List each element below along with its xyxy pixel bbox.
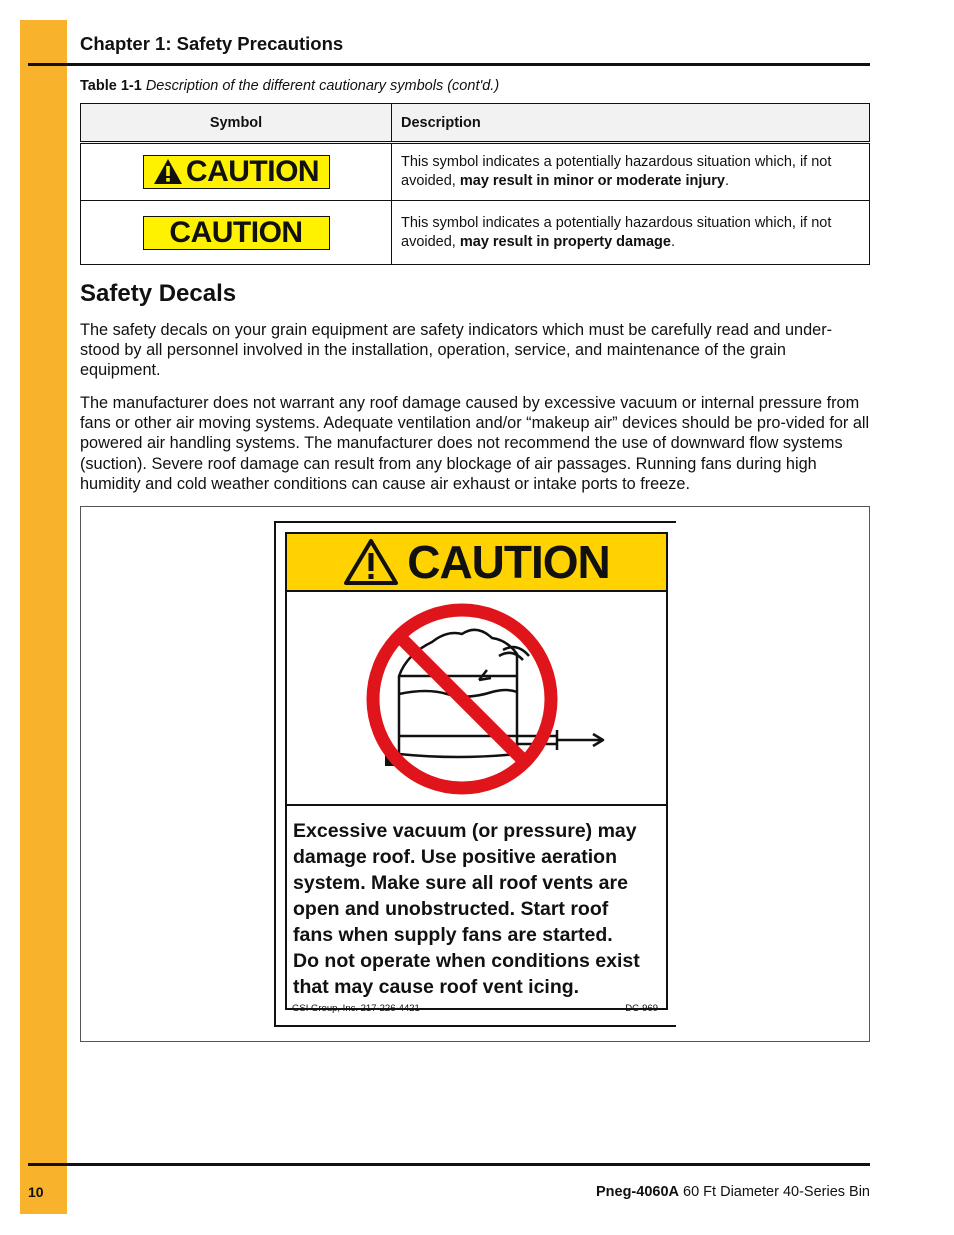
table-caption-text: Description of the different cautionary symbols (cont'd.) [145, 78, 500, 94]
decal-header-text: CAUTION [407, 536, 610, 588]
decal-message-line: damage roof. Use positive aeration [293, 846, 618, 868]
page-number: 10 [28, 1184, 44, 1200]
description-cell [392, 143, 870, 201]
decal-message [293, 818, 665, 1000]
chapter-title: Chapter 1: Safety Precautions [80, 33, 344, 54]
table-caption-label: Table 1-1 [80, 78, 142, 94]
decal-header [287, 534, 666, 592]
body-paragraph: The safety decals on your grain equipment are safety indicators which must be carefully read and under-stood by all personnel involved in the installation, operation, service, and maintenance of the grain equipment. [80, 321, 833, 380]
description-end: . [670, 233, 676, 250]
decal-message-line: Do not operate when conditions exist [293, 950, 640, 972]
table-row [81, 201, 870, 265]
footer-rule [28, 1163, 870, 1166]
document-title: 60 Ft Diameter 40-Series Bin [679, 1184, 870, 1200]
caution-property-symbol [143, 216, 330, 250]
caution-decal [274, 521, 676, 1027]
decal-manufacturer: GSI Group, Inc. 217-226-4421 [292, 1003, 420, 1014]
decal-message-line: that may cause roof vent icing. [293, 976, 580, 998]
caution-injury-symbol [143, 155, 330, 189]
symbol-cell [81, 143, 392, 201]
column-header-symbol: Symbol [81, 104, 392, 143]
caution-symbols-table [80, 103, 870, 265]
decal-panel [285, 532, 668, 1014]
caution-symbol-label: CAUTION [169, 215, 303, 249]
decal-message-line: Excessive vacuum (or pressure) may [293, 820, 637, 842]
table-row [81, 143, 870, 201]
header-rule [28, 63, 870, 66]
description-cell [392, 201, 870, 265]
body-paragraph: The manufacturer does not warrant any roof damage caused by excessive vacuum or internal pressure from fans or other air moving systems. Adequate ventilation and/or “makeup air” devices should be pro-vided for all powered air handling systems. The manufacturer does not recommend the use of downward flow systems (suction). Severe roof damage can result from any blockage of air passages. Running fans during high humidity and cold weather conditions can cause air exhaust or intake ports to freeze. [80, 394, 870, 493]
document-code: Pneg-4060A [595, 1184, 679, 1200]
decal-illustration [287, 594, 666, 806]
decal-message-line: system. Make sure all roof vents are [293, 872, 628, 894]
description-end: . [724, 173, 729, 189]
description-emphasis: may result in property damage [459, 233, 671, 250]
warning-triangle-icon [153, 158, 183, 185]
description-emphasis: may result in minor or moderate injury [459, 173, 725, 189]
description-text: This symbol indicates a potentially hazardous situation which, if not avoided, [401, 214, 832, 250]
column-header-description: Description [392, 104, 870, 143]
caution-symbol-label: CAUTION [185, 154, 320, 188]
description-text: This symbol indicates a potentially hazardous situation which, if not avoided, [401, 154, 832, 189]
symbol-cell [81, 201, 392, 265]
prohibited-bin-suction-icon [287, 594, 666, 806]
document-id [596, 1184, 870, 1200]
section-heading: Safety Decals [80, 280, 237, 307]
decal-code: DC-969 [625, 1003, 658, 1014]
table-caption [80, 78, 499, 94]
decal-message-line: fans when supply fans are started. [293, 924, 613, 946]
chapter-tab-bar [20, 20, 67, 1214]
table-header-row [81, 104, 870, 143]
warning-triangle-icon [343, 538, 399, 586]
decal-message-line: open and unobstructed. Start roof [293, 898, 609, 920]
